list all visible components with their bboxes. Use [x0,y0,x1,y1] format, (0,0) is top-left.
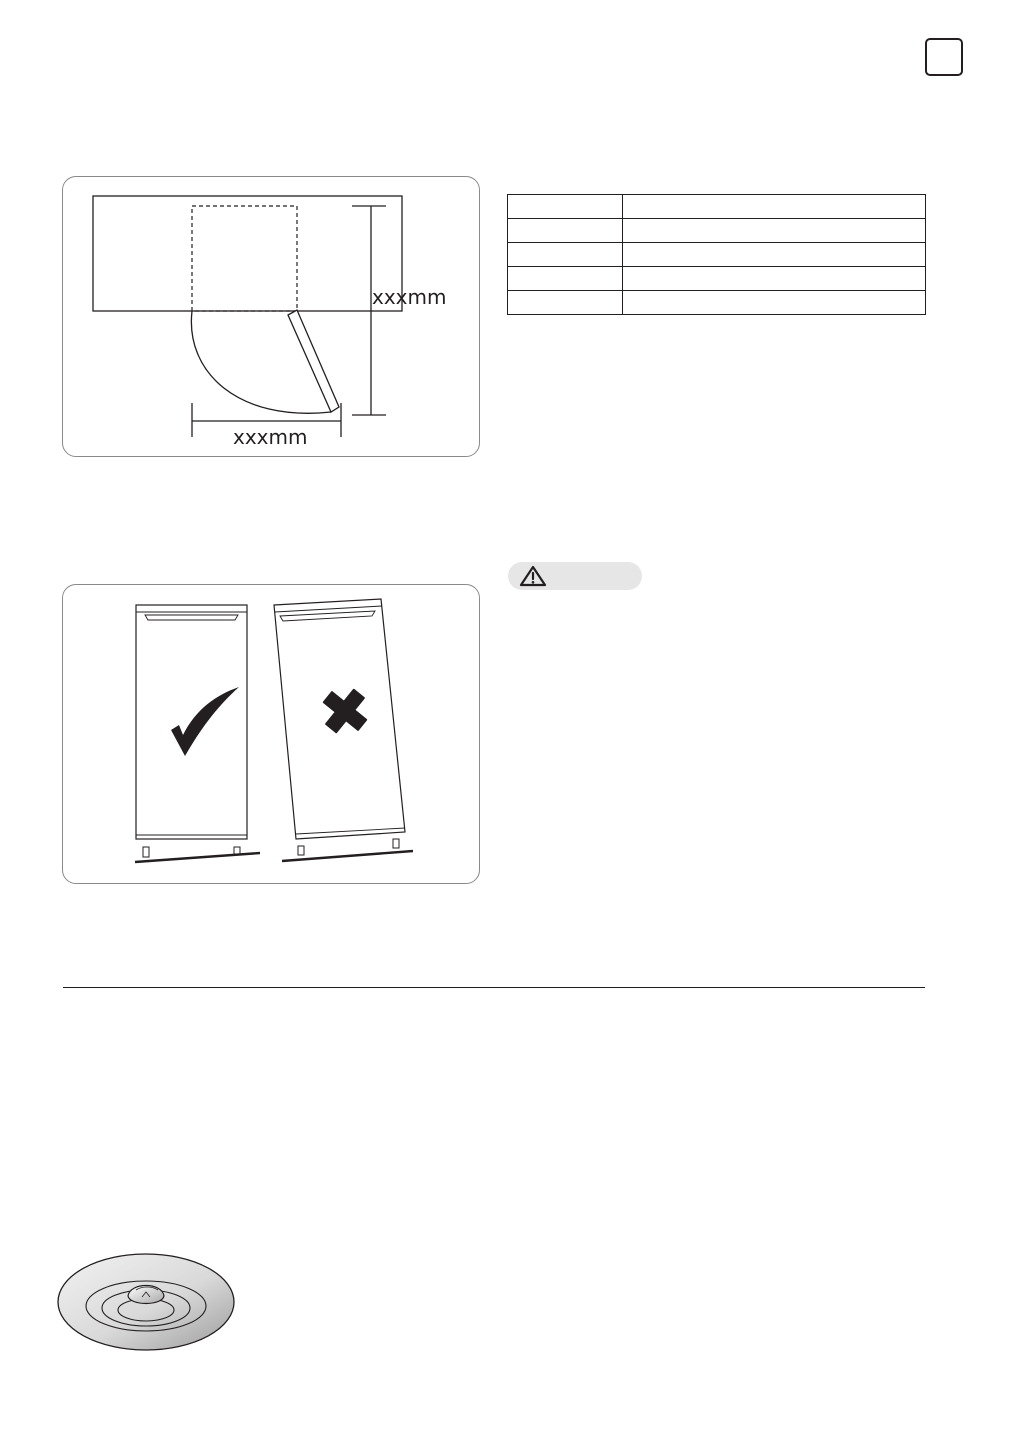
open-door [288,310,339,412]
table-cell-label [508,243,623,267]
table-cell-label [508,195,623,219]
table-cell-value [623,195,926,219]
dashed-inner-area [192,206,297,311]
table-row [508,219,926,243]
table-cell-label [508,291,623,315]
section-divider [63,987,925,988]
door-clearance-diagram [63,177,481,458]
depth-dimension-label: xxxmm [372,285,447,309]
table-cell-label [508,219,623,243]
leveling-diagram [63,585,481,885]
table-row [508,291,926,315]
width-dimension-label: xxxmm [233,425,308,449]
thermostat-knob-icon [56,1252,238,1354]
table-row [508,195,926,219]
leveling-figure [62,584,480,884]
language-indicator-box [925,38,963,76]
thermostat-dial-figure [56,1252,238,1354]
table-cell-value [623,291,926,315]
caution-label [508,562,642,590]
warning-triangle-icon [518,564,548,588]
cabinet-outline [93,196,402,311]
table-cell-value [623,267,926,291]
table-row [508,243,926,267]
door-clearance-figure [62,176,480,457]
spec-table [507,194,926,315]
table-cell-value [623,243,926,267]
table-cell-label [508,267,623,291]
table-row [508,267,926,291]
tilted-appliance [274,599,413,861]
table-cell-value [623,219,926,243]
